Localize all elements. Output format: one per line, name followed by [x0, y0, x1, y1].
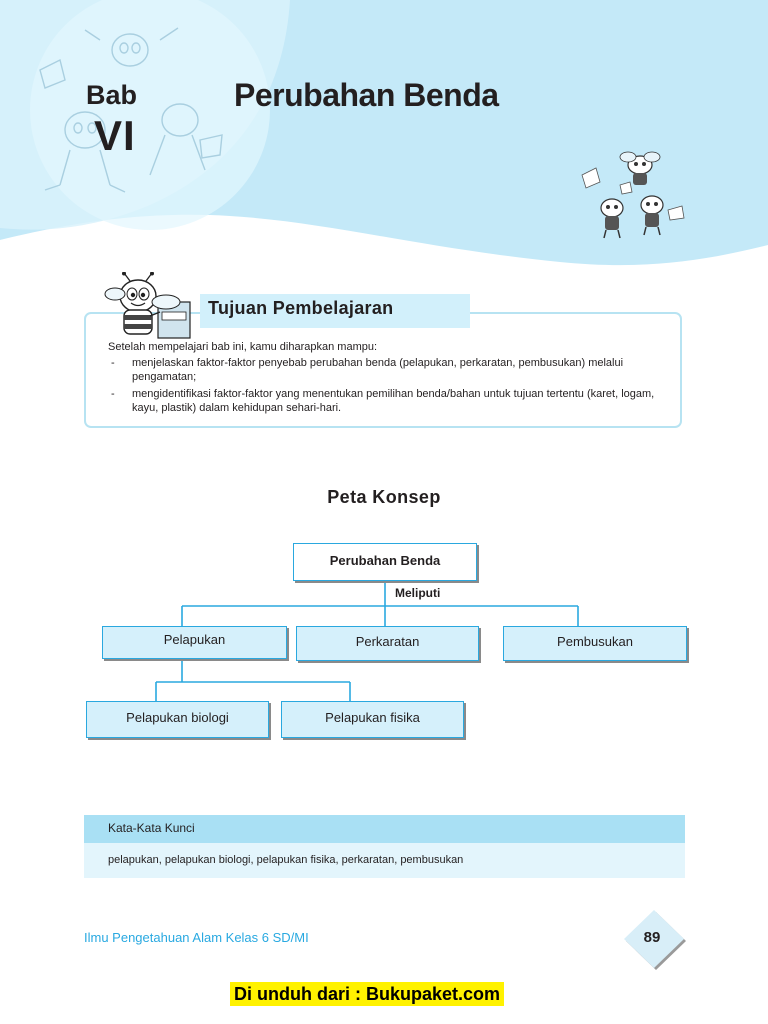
concept-node-pelapukan-biologi	[86, 701, 269, 738]
keywords-list: pelapukan, pelapukan biologi, pelapukan fisika, perkaratan, pembusukan	[108, 854, 464, 866]
objectives-list	[108, 356, 673, 418]
concept-node-pelapukan	[102, 626, 287, 659]
concept-node-label: Pelapukan	[163, 632, 226, 647]
concept-node-perkaratan	[296, 626, 479, 661]
list-dash: -	[111, 388, 115, 400]
chapter-label: Bab	[86, 80, 138, 110]
concept-map-title: Peta Konsep	[327, 487, 441, 507]
concept-root-node	[293, 543, 477, 581]
concept-root-label: Perubahan Benda	[329, 553, 441, 568]
book-title-footer: Ilmu Pengetahuan Alam Kelas 6 SD/MI	[84, 930, 309, 945]
chapter-number: VI	[94, 112, 136, 159]
concept-node-pembusukan	[503, 626, 687, 661]
download-source-link[interactable]: Di unduh dari : Bukupaket.com	[230, 982, 504, 1006]
chapter-title: Perubahan Benda	[234, 77, 499, 113]
concept-node-pelapukan-fisika	[281, 701, 464, 738]
concept-node-label: Pelapukan biologi	[126, 710, 229, 725]
connector-label: Meliputi	[395, 586, 441, 600]
concept-node-label: Perkaratan	[355, 634, 420, 649]
objectives-title: Tujuan Pembelajaran	[208, 298, 394, 318]
objective-item	[108, 356, 673, 384]
bee-mascot-icon	[100, 272, 195, 342]
keywords-heading: Kata-Kata Kunci	[108, 821, 195, 835]
objective-text: menjelaskan faktor-faktor penyebab perubahan benda (pelapukan, perkaratan, pembusukan) melalui pengamatan;	[132, 357, 624, 383]
list-dash: -	[111, 357, 115, 369]
objectives-intro: Setelah mempelajari bab ini, kamu diharapkan mampu:	[108, 341, 378, 353]
objective-item	[108, 387, 673, 415]
page-number: 89	[643, 929, 661, 946]
objective-text: mengidentifikasi faktor-faktor yang menentukan pemilihan benda/bahan untuk tujuan tertentu (karet, logam, kayu, plastik) dalam kehidupan sehari-hari.	[132, 388, 655, 414]
concept-node-label: Pelapukan fisika	[325, 710, 420, 725]
concept-node-label: Pembusukan	[557, 634, 633, 649]
